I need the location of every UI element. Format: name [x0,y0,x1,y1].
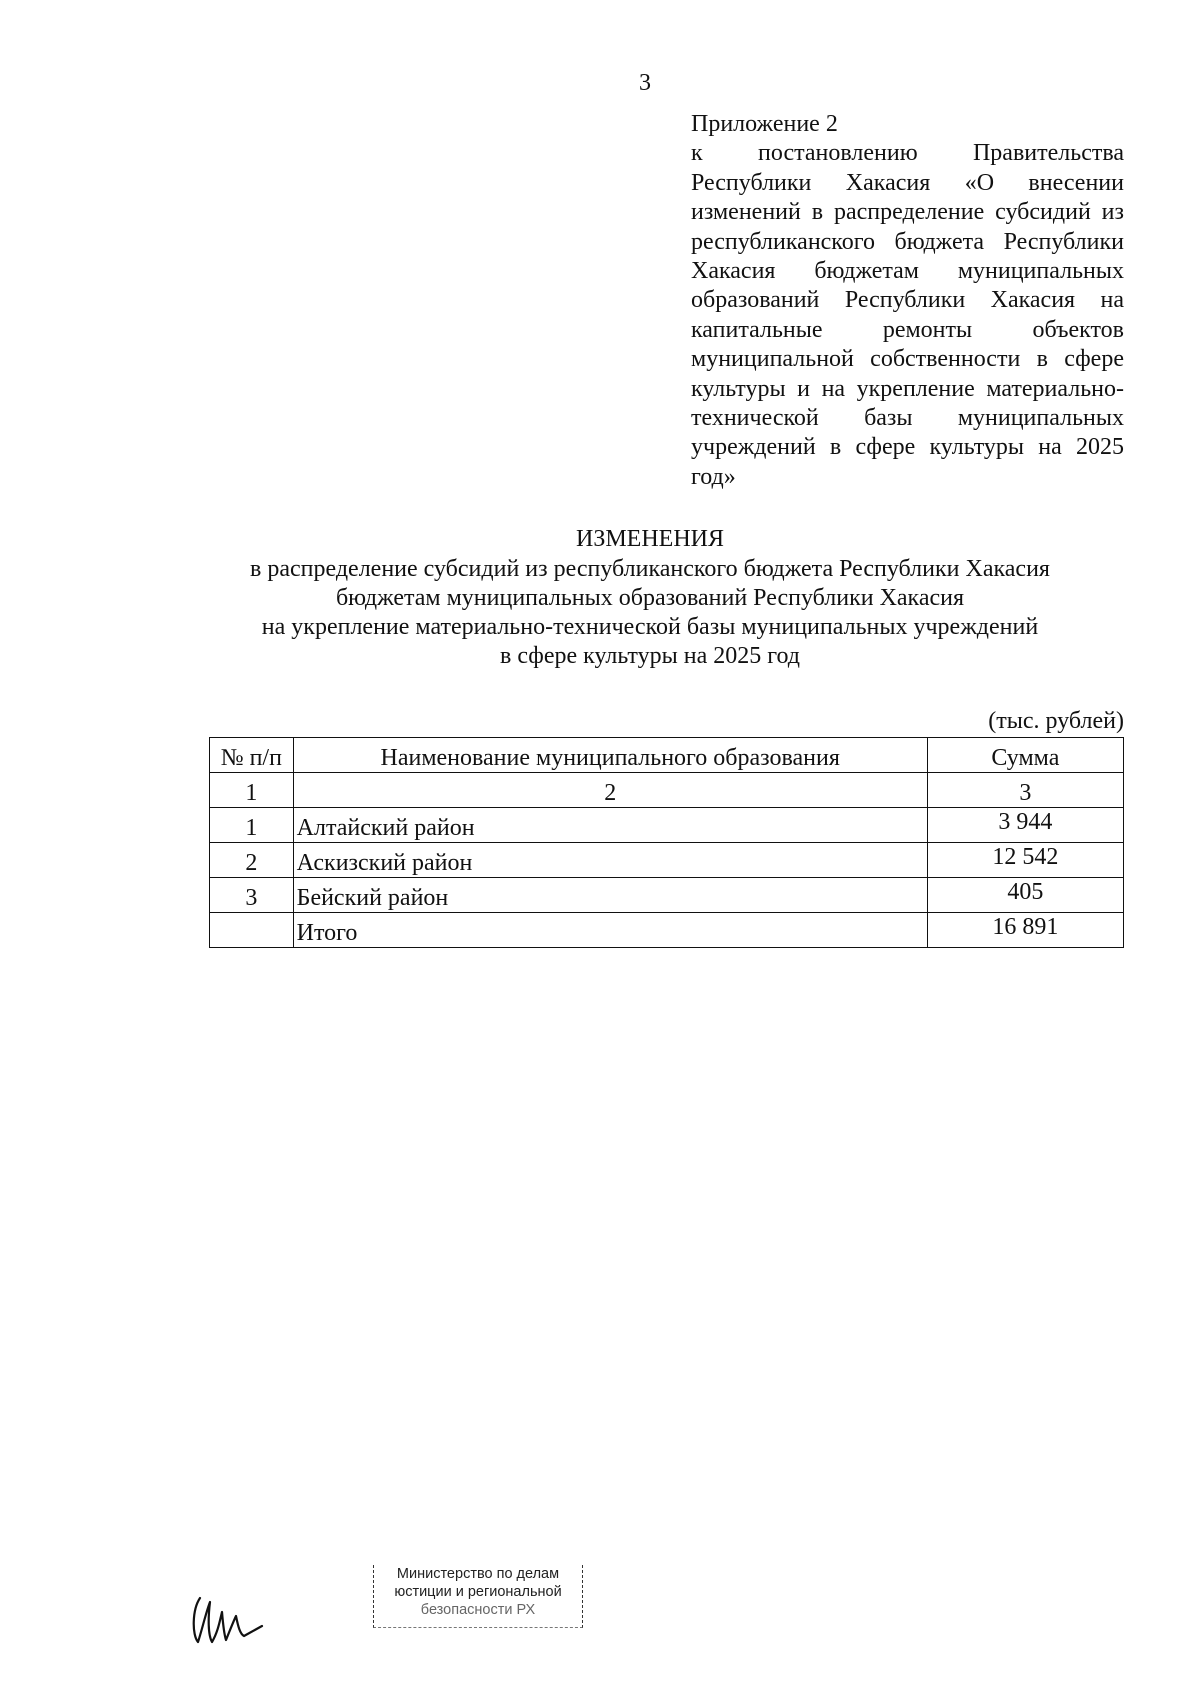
table-row [210,808,1124,843]
units-label: (тыс. рублей) [988,708,1124,734]
heading-line: бюджетам муниципальных образований Республики Хакасия [335,585,965,611]
header-name: Наименование муниципального образования [293,738,927,773]
row-num: 3 [210,878,294,913]
total-sum: 16 891 [927,913,1123,948]
heading-line: в распределение субсидий из республиканского бюджета Республики Хакасия [250,556,1050,582]
column-index-row [210,773,1124,808]
table-row [210,878,1124,913]
header-num: № п/п [210,738,294,773]
total-num [210,913,294,948]
stamp-line: Министерство по делам [396,1566,560,1582]
index-cell: 2 [293,773,927,808]
row-name: Алтайский район [293,808,927,843]
heading-line: на укрепление материально-технической базы муниципальных учреждений [261,614,1039,640]
appendix-title: Приложение 2 [691,111,838,137]
heading-line: в сфере культуры на 2025 год [500,643,800,669]
row-num: 2 [210,843,294,878]
subsidy-table [209,737,1124,948]
document-heading [190,525,1110,671]
stamp-line: юстиции и региональной [394,1584,562,1600]
appendix-block [691,110,1124,492]
index-cell: 3 [927,773,1123,808]
total-row [210,913,1124,948]
stamp-line: безопасности РХ [420,1602,536,1618]
row-name: Аскизский район [293,843,927,878]
row-sum: 405 [927,878,1123,913]
page-number: 3 [639,70,651,96]
total-label: Итого [293,913,927,948]
heading-title: ИЗМЕНЕНИЯ [575,526,725,552]
ministry-stamp [373,1565,583,1628]
row-name: Бейский район [293,878,927,913]
table-header-row [210,738,1124,773]
header-sum: Сумма [927,738,1123,773]
signature-mark [190,1590,270,1650]
table-row [210,843,1124,878]
row-num: 1 [210,808,294,843]
row-sum: 3 944 [927,808,1123,843]
index-cell: 1 [210,773,294,808]
appendix-text: к постановлению Правительства Республики Хакасия «О внесении изменений в распределение субсидий из республиканского бюджета Республики Хакасия бюджетам муниципальных образований Республики Хакасия на капитальные ремонты объектов муниципальной собственности в сфере культуры и на укрепление материально-технической базы муниципальных учреждений в сфере культуры на 2025 год» [691,140,1124,490]
row-sum: 12 542 [927,843,1123,878]
